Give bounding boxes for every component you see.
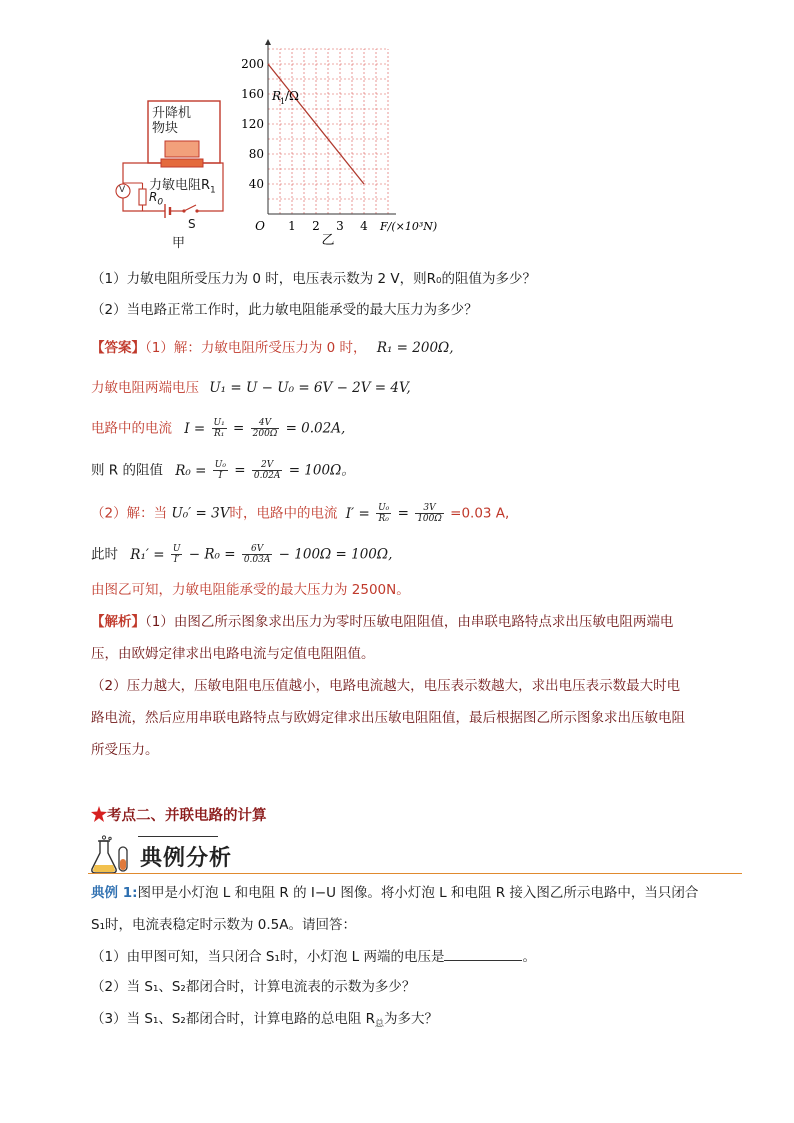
graph-figure-yi [238, 57, 458, 248]
switch-symbol [184, 205, 196, 211]
r0-resistor [139, 189, 146, 205]
y-tick-label: 80 [248, 147, 264, 161]
analysis-line-4: 路电流，然后应用串联电路特点与欧姆定律求出压敏电阻阻值，最后根据图乙所示图象求出压敏电阻 [91, 710, 685, 726]
switch-label: S [188, 217, 196, 231]
sensor-label: 力敏电阻$R_1$ [149, 178, 216, 196]
fraction: $\frac{\text{U₀}}{I}$ [214, 460, 226, 481]
x-tick-label: 3 [336, 219, 344, 233]
x-tick-label: 1 [288, 219, 296, 233]
answer-line-7: 由图乙可知，力敏电阻能承受的最大压力为 2500N。 [91, 582, 410, 598]
example-label: 典例 1: [91, 885, 138, 901]
y-axis-label: R [272, 89, 282, 103]
elevator-label-line2: 物块 [152, 121, 179, 136]
x-axis-label: F/(×10³N) [380, 220, 438, 233]
analysis-line-2: 压，由欧姆定律求出电路电流与定值电阻阻值。 [91, 646, 375, 662]
heading-title: 典例分析 [140, 846, 233, 871]
y-tick-label: 120 [241, 117, 264, 131]
question-1: （1）力敏电阻所受压力为 0 时，电压表示数为 2 V，则R₀的阻值为多少？ [91, 271, 536, 287]
y-axis-label-unit: /Ω [285, 89, 299, 103]
answer-line-3: 电路中的电流 I = $\frac{\text{U₁}}{\text{R₁}}$ = $\frac{4V}{200\Omega}$ = 0.02A, [91, 418, 346, 439]
answer-line-4: 则 R 的阻值 R₀ = $\frac{\text{U₀}}{I}$ = $\frac{2V}{0.02A}$ = 100Ω。 [91, 460, 355, 481]
analysis-line-1: 【解析】（1）由图乙所示图象求出压力为零时压敏电阻阻值，由串联电路特点求出压敏电阻两端电 [91, 614, 674, 630]
elevator-label-line1: 升降机 [152, 106, 192, 121]
x-tick-label: 4 [360, 219, 368, 233]
object-block [165, 141, 199, 157]
answer-line-6: 此时 R₁′ = $\frac{U}{I'}$ − R₀ = $\frac{6V}{0.03A}$ − 100Ω = 100Ω, [91, 544, 393, 565]
answer-blank[interactable] [444, 946, 522, 961]
y-tick-label: 160 [241, 87, 264, 101]
question-2: （2）当电路正常工作时，此力敏电阻能承受的最大压力为多少？ [91, 302, 478, 318]
fraction: $\frac{4V}{200\Omega}$ [252, 418, 278, 439]
example-line-2: S₁时，电流表稳定时示数为 0.5A。请回答： [91, 917, 356, 933]
heading-top-rule [138, 836, 218, 837]
analysis-line-3: （2）压力越大，压敏电阻电压值越小，电路电流越大，电压表示数越大，求出电压表示数最大时电 [91, 678, 681, 694]
analysis-line-5: 所受压力。 [91, 742, 159, 758]
r0-label: $R_0$ [149, 190, 164, 208]
elevator-label [152, 106, 191, 136]
force-sensor-resistor [161, 159, 203, 167]
fraction: $\frac{2V}{0.02A}$ [253, 460, 281, 481]
voltmeter-label: V [119, 185, 126, 195]
fraction: $\frac{6V}{0.03A}$ [243, 544, 271, 565]
example-question-1: （1）由甲图可知，当只闭合 S₁时，小灯泡 L 两端的电压是 。 [91, 946, 536, 967]
fraction: $\frac{U}{I'}$ [172, 544, 181, 565]
fraction: $\frac{3V}{100\Omega}$ [417, 503, 442, 524]
example-question-2: （2）当 S₁、S₂都闭合时，计算电流表的示数为多少？ [91, 979, 416, 995]
fraction: $\frac{\text{U₀}}{\text{R₀}}$ [378, 503, 390, 524]
y-axis-label-subscript: 1 [280, 97, 286, 106]
answer-line-1: 【答案】（1）解：力敏电阻所受压力为 0 时， R₁ = 200Ω, [91, 340, 454, 356]
figure-yi-caption: 乙 [321, 233, 335, 248]
origin-label: O [255, 219, 265, 233]
figure-jia-caption: 甲 [172, 236, 186, 251]
answer-tag: 【答案】 [91, 340, 145, 356]
y-tick-label: 40 [248, 177, 264, 191]
answer-line-2: 力敏电阻两端电压 U₁ = U − U₀ = 6V − 2V = 4V, [91, 380, 411, 396]
heading-block [88, 833, 742, 877]
y-axis-arrow [265, 39, 271, 45]
star-icon [91, 806, 107, 822]
heading-bottom-rule [88, 873, 742, 874]
fraction: $\frac{\text{U₁}}{\text{R₁}}$ [213, 418, 225, 439]
y-tick-label: 200 [241, 57, 264, 71]
example-line-1: 典例 1:图甲是小灯泡 L 和电阻 R 的 I−U 图像。将小灯泡 L 和电阻 R 接入图乙所示电路中，当只闭合 [91, 885, 699, 901]
section-title: 考点二、并联电路的计算 [91, 804, 267, 825]
example-question-3: （3）当 S₁、S₂都闭合时，计算电路的总电阻 $R_总$为多大？ [91, 1011, 439, 1030]
x-tick-label: 2 [312, 219, 320, 233]
analysis-tag: 【解析】 [91, 614, 145, 630]
flask-icon [90, 835, 132, 875]
answer-line-5: （2）解：当 U₀′ = 3V时，电路中的电流 I′ = $\frac{\text{U₀}}{\text{R₀}}$ = $\frac{3V}{100\Omega}$ =0.03 A, [91, 503, 510, 524]
